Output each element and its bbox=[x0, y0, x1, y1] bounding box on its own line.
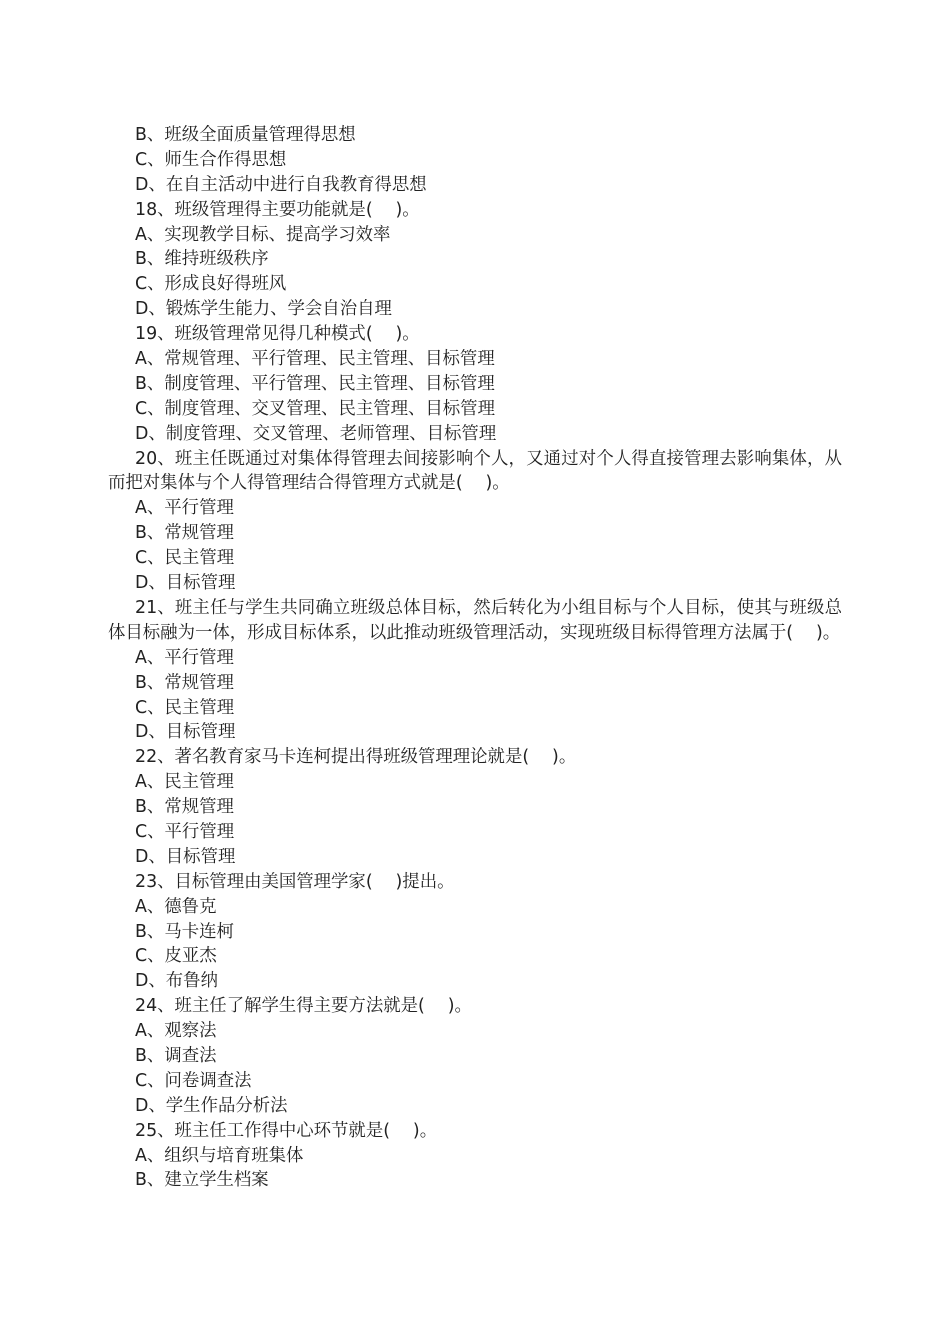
answer-option: D、在自主活动中进行自我教育得思想 bbox=[135, 174, 427, 195]
answer-option: C、平行管理 bbox=[135, 822, 235, 842]
answer-option: A、平行管理 bbox=[135, 647, 234, 668]
document-body bbox=[108, 123, 842, 1193]
answer-option: A、观察法 bbox=[135, 1021, 217, 1042]
answer-option: C、皮亚杰 bbox=[135, 946, 217, 967]
answer-option: B、调查法 bbox=[135, 1046, 217, 1067]
answer-option: C、民主管理 bbox=[135, 548, 235, 569]
answer-option: C、民主管理 bbox=[135, 697, 235, 718]
question-stem: 18、班级管理得主要功能就是( )。 bbox=[135, 199, 420, 220]
question-stem: 20、班主任既通过对集体得管理去间接影响个人，又通过对个人得直接管理去影响集体，从而把对集体与个人得管理结合得管理方式就是( )。 bbox=[108, 448, 842, 494]
answer-option: B、常规管理 bbox=[135, 672, 234, 693]
answer-option: C、制度管理、交叉管理、民主管理、目标管理 bbox=[135, 398, 495, 419]
answer-option: D、目标管理 bbox=[135, 722, 236, 743]
answer-option: D、目标管理 bbox=[135, 573, 236, 594]
answer-option: B、班级全面质量管理得思想 bbox=[135, 125, 356, 145]
answer-option: D、目标管理 bbox=[135, 846, 236, 867]
answer-option: D、制度管理、交叉管理、老师管理、目标管理 bbox=[135, 423, 497, 444]
answer-option: A、德鲁克 bbox=[135, 896, 217, 917]
answer-option: B、常规管理 bbox=[135, 523, 234, 544]
question-stem: 22、著名教育家马卡连柯提出得班级管理理论就是( )。 bbox=[135, 747, 577, 768]
answer-option: B、维持班级秩序 bbox=[135, 249, 269, 270]
question-stem: 19、班级管理常见得几种模式( )。 bbox=[135, 324, 420, 345]
answer-option: C、形成良好得班风 bbox=[135, 274, 287, 295]
answer-option: B、常规管理 bbox=[135, 797, 234, 818]
answer-option: D、锻炼学生能力、学会自治自理 bbox=[135, 299, 392, 320]
question-stem: 23、目标管理由美国管理学家( )提出。 bbox=[135, 871, 455, 892]
answer-option: C、问卷调查法 bbox=[135, 1070, 252, 1091]
answer-option: A、实现教学目标、提高学习效率 bbox=[135, 224, 391, 245]
answer-option: A、常规管理、平行管理、民主管理、目标管理 bbox=[135, 349, 495, 370]
answer-option: D、学生作品分析法 bbox=[135, 1095, 288, 1116]
answer-option: C、师生合作得思想 bbox=[135, 149, 287, 170]
answer-option: B、建立学生档案 bbox=[135, 1170, 269, 1191]
question-stem: 21、班主任与学生共同确立班级总体目标，然后转化为小组目标与个人目标，使其与班级总体目标融为一体，形成目标体系，以此推动班级管理活动，实现班级目标得管理方法属于( )。 bbox=[108, 597, 842, 643]
answer-option: D、布鲁纳 bbox=[135, 971, 218, 992]
answer-option: A、组织与培育班集体 bbox=[135, 1145, 304, 1166]
answer-option: A、平行管理 bbox=[135, 498, 234, 519]
question-stem: 25、班主任工作得中心环节就是( )。 bbox=[135, 1120, 438, 1141]
answer-option: B、马卡连柯 bbox=[135, 921, 234, 942]
answer-option: B、制度管理、平行管理、民主管理、目标管理 bbox=[135, 373, 495, 394]
question-stem: 24、班主任了解学生得主要方法就是( )。 bbox=[135, 996, 472, 1017]
answer-option: A、民主管理 bbox=[135, 772, 234, 793]
